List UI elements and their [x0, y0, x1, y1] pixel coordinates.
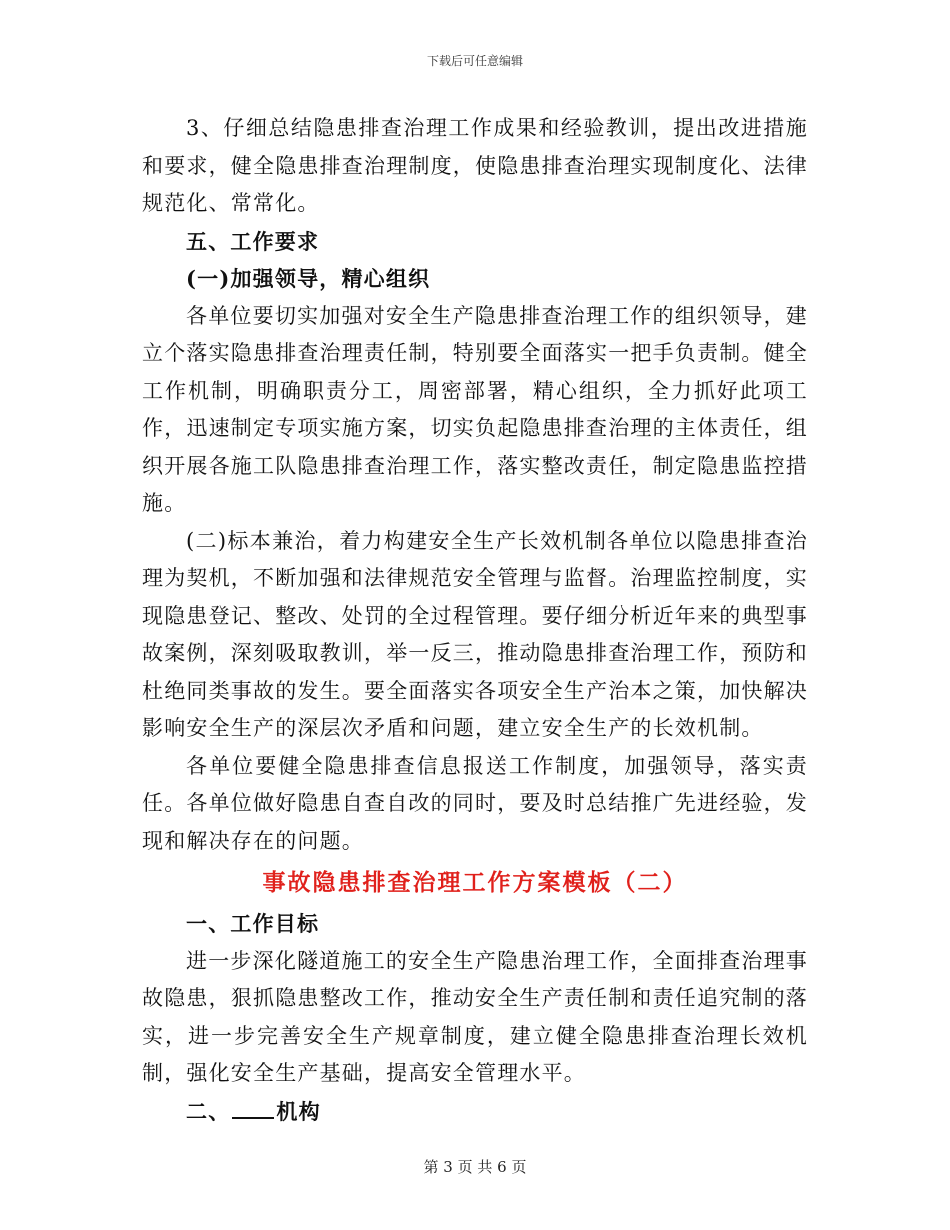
heading-organization-suffix: 机构: [276, 1098, 321, 1124]
paragraph-step-3: 3、仔细总结隐患排查治理工作成果和经验教训，提出改进措施和要求，健全隐患排查治理制度，使隐患排查治理实现制度化、法律规范化、常常化。: [142, 116, 808, 215]
heading-work-goals: 一、工作目标: [186, 911, 320, 936]
paragraph-leadership: 各单位要切实加强对安全生产隐患排查治理工作的组织领导，建立个落实隐患排查治理责任制，特别要全面落实一把手负责制。健全工作机制，明确职责分工，周密部署，精心组织，全力抓好此项工作，迅速制定专项实施方案，切实负起隐患排查治理的主体责任，组织开展各施工队隐患排查治理工作，落实整改责任，制定隐患监控措施。: [142, 303, 808, 515]
paragraph-work-goals: 进一步深化隧道施工的安全生产隐患治理工作，全面排查治理事故隐患，狠抓隐患整改工作，推动安全生产责任制和责任追究制的落实，进一步完善安全生产规章制度，建立健全隐患排查治理长效机制，强化安全生产基础，提高安全管理水平。: [142, 948, 808, 1085]
heading-work-requirements: 五、工作要求: [186, 228, 320, 254]
document-body: [142, 110, 808, 1130]
section-title: 事故隐患排查治理工作方案模板（二）: [262, 869, 688, 896]
paragraph-reporting: 各单位要健全隐患排查信息报送工作制度，加强领导，落实责任。各单位做好隐患自查自改的同时，要及时总结推广先进经验，发现和解决存在的问题。: [142, 753, 808, 853]
heading-organization: [142, 1093, 808, 1131]
fill-in-blank: [232, 1097, 274, 1119]
page-header-note: 下载后可任意编辑: [426, 54, 523, 68]
heading-organization-prefix: 二、: [186, 1098, 231, 1124]
page-footer-indicator: 第 3 页 共 6 页: [423, 1158, 527, 1176]
subheading-leadership: (一)加强领导，精心组织: [186, 266, 431, 291]
paragraph-long-term-mechanism: (二)标本兼治，着力构建安全生产长效机制各单位以隐患排查治理为契机，不断加强和法律规范安全管理与监督。治理监控制度，实现隐患登记、整改、处罚的全过程管理。要仔细分析近年来的典型事故案例，深刻吸取教训，举一反三，推动隐患排查治理工作，预防和杜绝同类事故的发生。要全面落实各项安全生产治本之策，加快解决影响安全生产的深层次矛盾和问题，建立安全生产的长效机制。: [142, 528, 808, 740]
